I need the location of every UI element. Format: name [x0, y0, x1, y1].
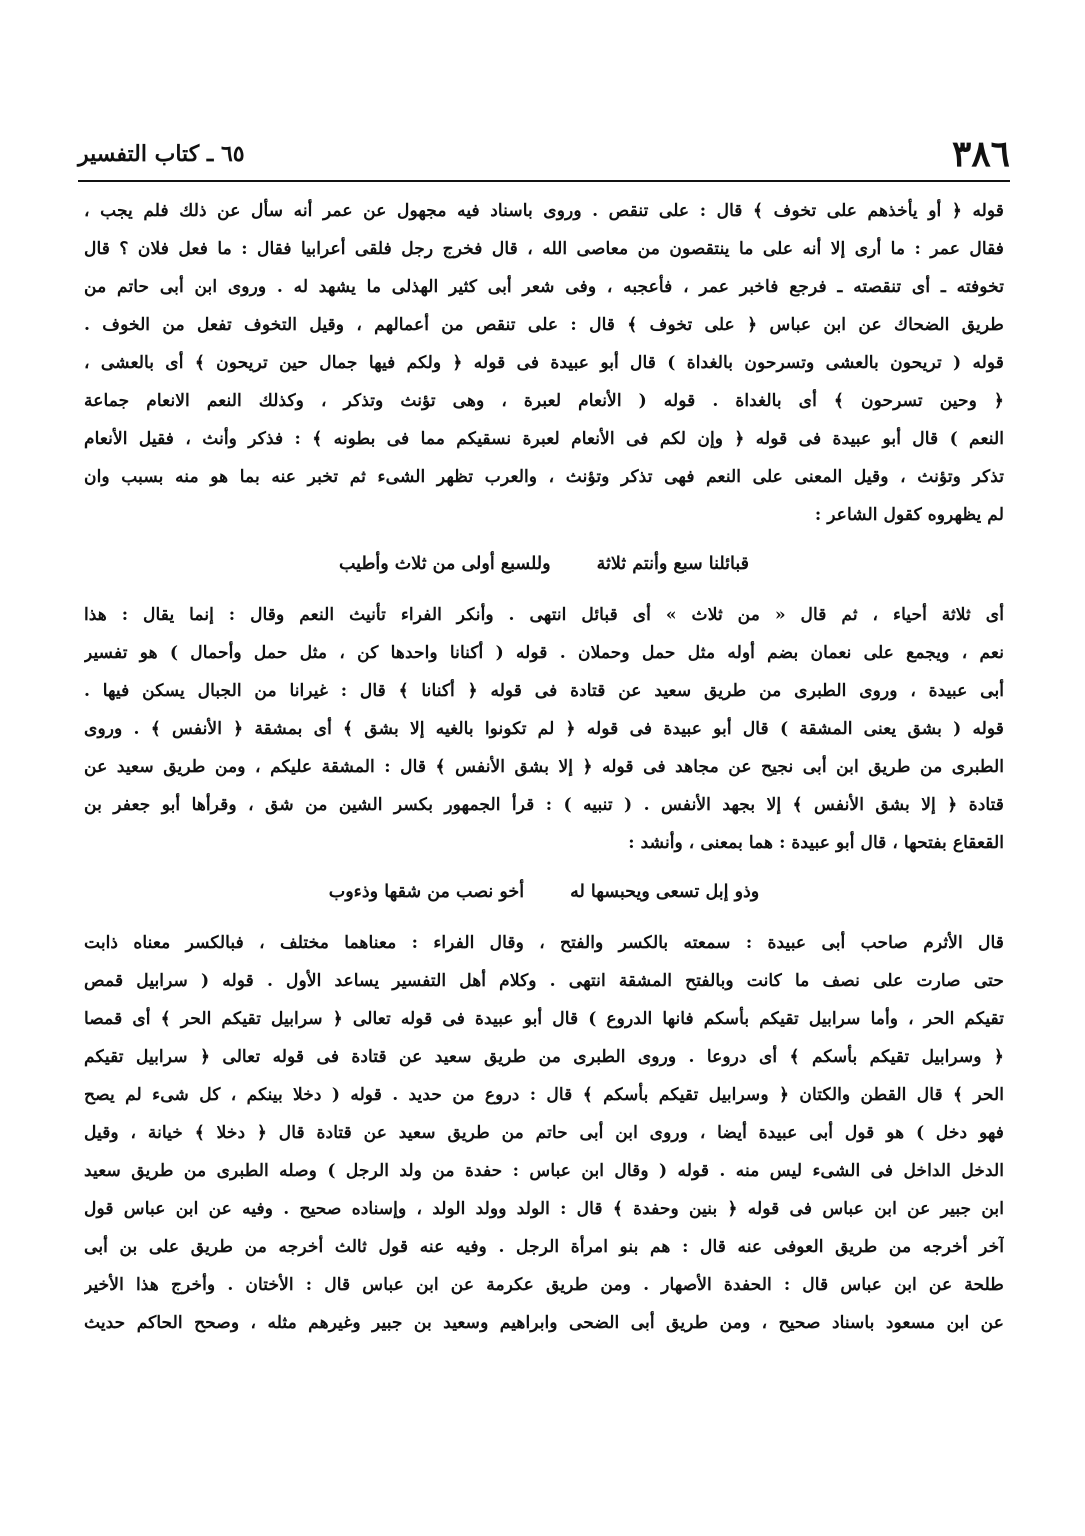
- text-line: القعقاع بفتحها ، قال أبو عبيدة : هما بمعنى ، وأنشد :: [628, 833, 1004, 853]
- text-line: فهو دخل ) هو قول أبى عبيدة أيضا ، وروى ابن أبى حاتم من طريق سعيد عن قتادة قال ﴿ دخلا ﴾ خيانة ، وقيل: [84, 1123, 1004, 1143]
- text-line: طلحة عن ابن عباس قال : الحفدة الأصهار . ومن طريق عكرمة عن ابن عباس قال : الأختان . وأخرج هذا الأخير: [84, 1275, 1004, 1295]
- poetry-verse: [84, 868, 1004, 916]
- text-line: ﴿ وسرابيل تقيكم بأسكم ﴾ أى دروعا . وروى الطبرى من طريق سعيد عن قتادة فى قوله تعالى ﴿ سرابيل تقيكم: [84, 1047, 1004, 1067]
- text-line: ابن جبير عن ابن عباس فى قوله ﴿ بنين وحفدة ﴾ قال : الولد وولد الولد ، وإسناده صحيح . وفيه عن ابن عباس قول: [84, 1199, 1004, 1219]
- text-line: الطبرى من طريق ابن أبى نجيح عن مجاهد فى قوله ﴿ إلا بشق الأنفس ﴾ قال : المشقة عليكم ، ومن طريق سعيد عن: [84, 757, 1004, 777]
- page-number: ٣٨٦: [951, 133, 1010, 175]
- text-line: طريق الضحاك عن ابن عباس ﴿ على تخوف ﴾ قال : على تنقص من أعمالهم ، وقيل التخوف تفعل من الخوف .: [84, 315, 1004, 335]
- text-line: قوله ( بشق يعنى المشقة ) قال أبو عبيدة فى قوله ﴿ لم تكونوا بالغيه إلا بشق ﴾ أى بمشقة ﴿ الأنفس ﴾ . وروى: [84, 719, 1004, 739]
- text-line: قوله ﴿ أو يأخذهم على تخوف ﴾ قال : على تنقص . وروى باسناد فيه مجهول عن عمر أنه سأل عن ذلك فلم يجب ،: [84, 201, 1004, 221]
- text-line: نعم ، ويجمع على نعمان بضم أوله مثل حمل وحملان . قوله ( أكنانا واحدها كن ، مثل حمل وأحمال ) هو تفسير: [84, 643, 1004, 663]
- poetry-verse: [84, 540, 1004, 588]
- text-line: قتادة ﴿ إلا بشق الأنفس ﴾ إلا بجهد الأنفس . ( تنبيه ) : قرأ الجمهور بكسر الشين من شق ، وقرأها أبو جعفر بن: [84, 795, 1004, 815]
- text-line: قوله ( تريحون بالعشى وتسرحون بالغداة ) قال أبو عبيدة فى قوله ﴿ ولكم فيها جمال حين تريحون ﴾ أى بالعشى ،: [84, 353, 1004, 373]
- verse-first-hemistich: قبائلنا سبع وأنتم ثلاثة: [596, 554, 750, 574]
- text-line: تقيكم الحر ، وأما سرابيل تقيكم بأسكم فانها الدروع ) قال أبو عبيدة فى قوله تعالى ﴿ سرابيل تقيكم الحر ﴾ أى قمصا: [84, 1009, 1004, 1029]
- text-line: لم يظهروه كقول الشاعر :: [814, 505, 1004, 525]
- text-line: أبى عبيدة ، وروى الطبرى من طريق سعيد عن قتادة فى قوله ﴿ أكنانا ﴾ قال : غيرانا من الجبال يسكن فيها .: [84, 681, 1004, 701]
- text-line: تذكر وتؤنث ، وقيل المعنى على النعم فهى تذكر وتؤنث ، والعرب تظهر الشىء ثم تخبر عنه بما هو منه بسبب وان: [84, 467, 1004, 487]
- text-line: النعم ) قال أبو عبيدة فى قوله ﴿ وإن لكم فى الأنعام لعبرة نسقيكم مما فى بطونه ﴾ : فذكر وأنث ، فقيل الأنعام: [84, 429, 1004, 449]
- text-line: عن ابن مسعود باسناد صحيح ، ومن طريق أبى الضحى وابراهيم وسعيد بن جبير وغيرهم مثله ، وصحح الحاكم حديث: [84, 1313, 1004, 1333]
- verse-second-hemistich: أخو نصب من شقها وذءوب: [328, 882, 525, 902]
- header-divider: [78, 180, 1010, 182]
- page-body: [84, 192, 1004, 1342]
- text-line: ﴿ وحين تسرحون ﴾ أى بالغداة . قوله ( الأنعام لعبرة ، وهى تؤنث وتذكر ، وكذلك النعم الانعام جماعة: [84, 391, 1004, 411]
- text-line: فقال عمر : ما أرى إلا أنه على ما ينتقصون من معاصى الله ، قال فخرج رجل فلقى أعرابيا فقال : ما فعل فلان ؟ قال: [84, 239, 1004, 259]
- text-line: أى ثلاثة أحياء ، ثم قال « من ثلاث » أى قبائل انتهى . وأنكر الفراء تأنيث النعم وقال : إنما يقال : هذا: [84, 605, 1004, 625]
- page-header: [78, 132, 1010, 180]
- verse-first-hemistich: وذو إبل تسعى ويحبسها له: [570, 882, 760, 902]
- running-title: ٦٥ ـ كتاب التفسير: [78, 141, 245, 167]
- text-line: حتى صارت على نصف ما كانت وبالفتح المشقة انتهى . وكلام أهل التفسير يساعد الأول . قوله ( سرابيل قمص: [84, 971, 1004, 991]
- text-line: الحر ﴾ قال القطن والكتان ﴿ وسرابيل تقيكم بأسكم ﴾ قال : دروع من حديد . قوله ( دخلا بينكم ، كل شىء لم يصح: [84, 1085, 1004, 1105]
- text-line: الدخل الداخل فى الشىء ليس منه . قوله ( وقال ابن عباس : حفدة من ولد الرجل ) وصله الطبرى من طريق سعيد: [84, 1161, 1004, 1181]
- text-line: قال الأثرم صاحب أبى عبيدة : سمعته بالكسر والفتح ، وقال الفراء : معناهما مختلف ، فبالكسر معناه ذابت: [84, 933, 1004, 953]
- verse-second-hemistich: وللسبع أولى من ثلاث وأطيب: [338, 554, 551, 574]
- text-line: آخر أخرجه من طريق العوفى عنه قال : هم بنو امرأة الرجل . وفيه عنه قول ثالث أخرجه من طريق على بن أبى: [84, 1237, 1004, 1257]
- text-line: تخوفته ـ أى تنقصته ـ فرجع فاخبر عمر ، فأعجبه ، وفى شعر أبى كثير الهذلى ما يشهد له . وروى ابن أبى حاتم من: [84, 277, 1004, 297]
